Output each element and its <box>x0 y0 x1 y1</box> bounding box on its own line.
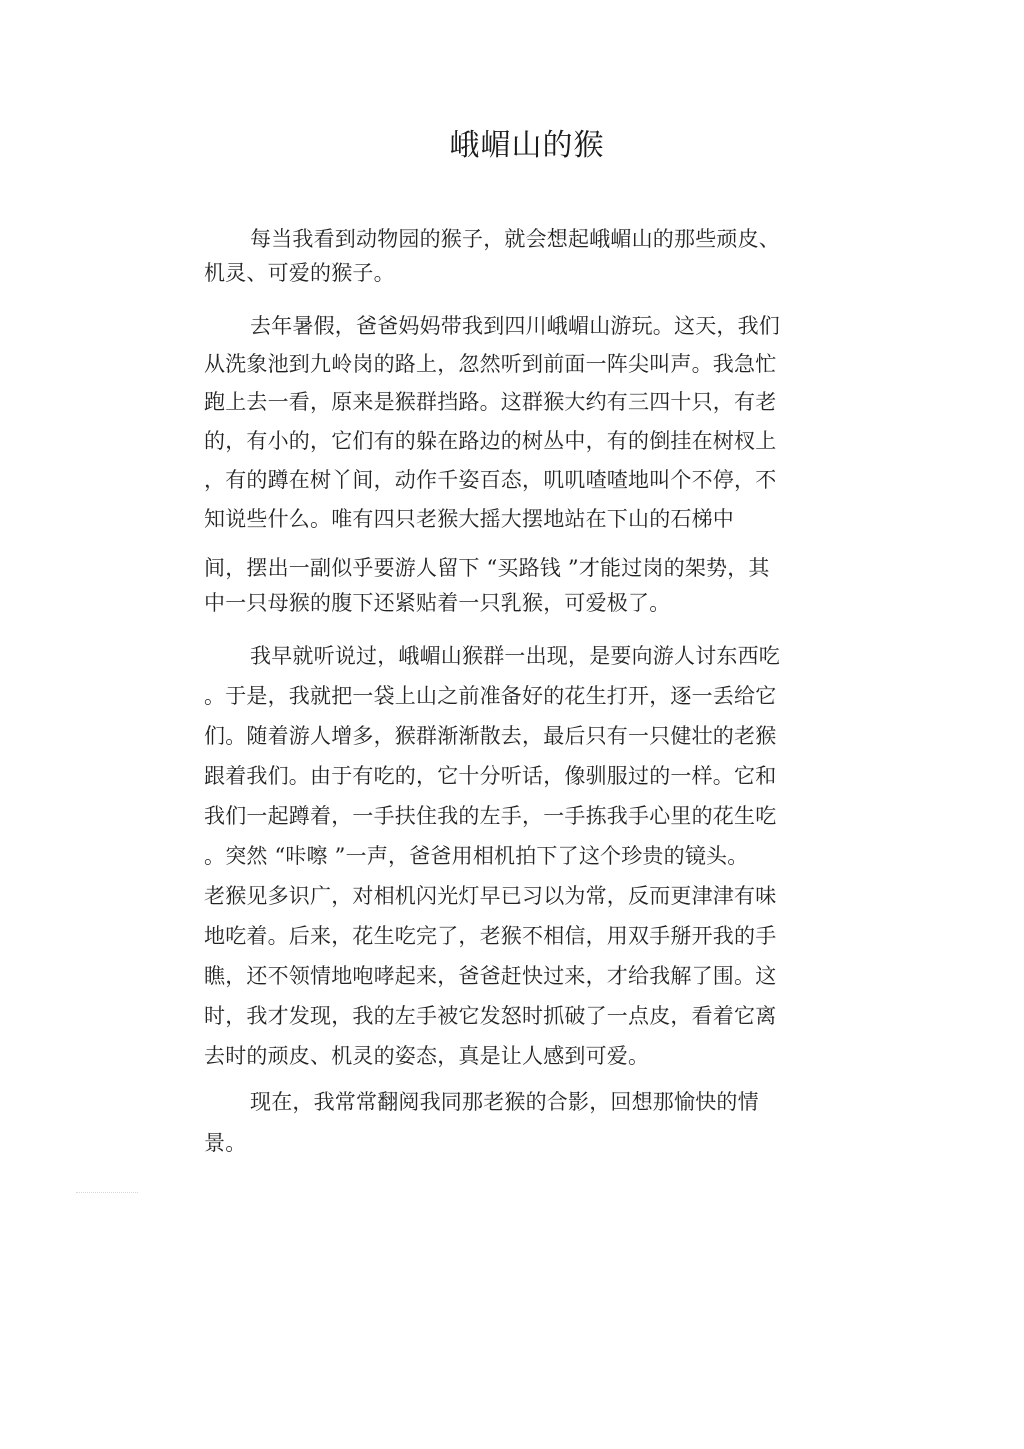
text-line: 的，有小的，它们有的躲在路边的树丛中，有的倒挂在树杈上 <box>204 429 777 453</box>
text-line: 。于是，我就把一袋上山之前准备好的花生打开，逐一丢给它 <box>204 684 777 708</box>
text-line: 现在，我常常翻阅我同那老猴的合影，回想那愉快的情 <box>250 1090 759 1114</box>
page-title: 峨嵋山的猴 <box>449 128 605 163</box>
text-line: 我早就听说过，峨嵋山猴群一出现，是要向游人讨东西吃 <box>250 644 780 668</box>
text-line: 我们一起蹲着，一手扶住我的左手，一手拣我手心里的花生吃 <box>204 804 777 828</box>
text-line: 地吃着。后来，花生吃完了，老猴不相信，用双手掰开我的手 <box>204 924 777 948</box>
text-line: 瞧，还不领情地咆哮起来，爸爸赶快过来，才给我解了围。这 <box>204 964 777 988</box>
scan-artifact <box>76 1192 138 1193</box>
text-line: 中一只母猴的腹下还紧贴着一只乳猴，可爱极了。 <box>204 591 671 615</box>
text-line: 景。 <box>204 1131 247 1155</box>
text-line: ，有的蹲在树丫间，动作千姿百态，叽叽喳喳地叫个不停，不 <box>204 468 777 492</box>
text-line: 跑上去一看，原来是猴群挡路。这群猴大约有三四十只，有老 <box>204 390 777 414</box>
text-line: 间，摆出一副似乎要游人留下 “买路钱 ”才能过岗的架势，其 <box>204 556 770 580</box>
text-line: 时，我才发现，我的左手被它发怒时抓破了一点皮，看着它离 <box>204 1004 777 1028</box>
text-line: 每当我看到动物园的猴子，就会想起峨嵋山的那些顽皮、 <box>250 227 780 251</box>
text-line: 机灵、可爱的猴子。 <box>204 261 395 285</box>
text-line: 从洗象池到九岭岗的路上，忽然听到前面一阵尖叫声。我急忙 <box>204 352 777 376</box>
text-line: 去年暑假，爸爸妈妈带我到四川峨嵋山游玩。这天，我们 <box>250 314 780 338</box>
text-line: 老猴见多识广，对相机闪光灯早已习以为常，反而更津津有味 <box>204 884 777 908</box>
text-line: 跟着我们。由于有吃的，它十分听话，像驯服过的一样。它和 <box>204 764 777 788</box>
text-line: 。突然 “咔嚓 ”一声，爸爸用相机拍下了这个珍贵的镜头。 <box>204 844 749 868</box>
text-line: 们。随着游人增多，猴群渐渐散去，最后只有一只健壮的老猴 <box>204 724 777 748</box>
text-line: 知说些什么。唯有四只老猴大摇大摆地站在下山的石梯中 <box>204 507 734 531</box>
text-line: 去时的顽皮、机灵的姿态，真是让人感到可爱。 <box>204 1044 650 1068</box>
